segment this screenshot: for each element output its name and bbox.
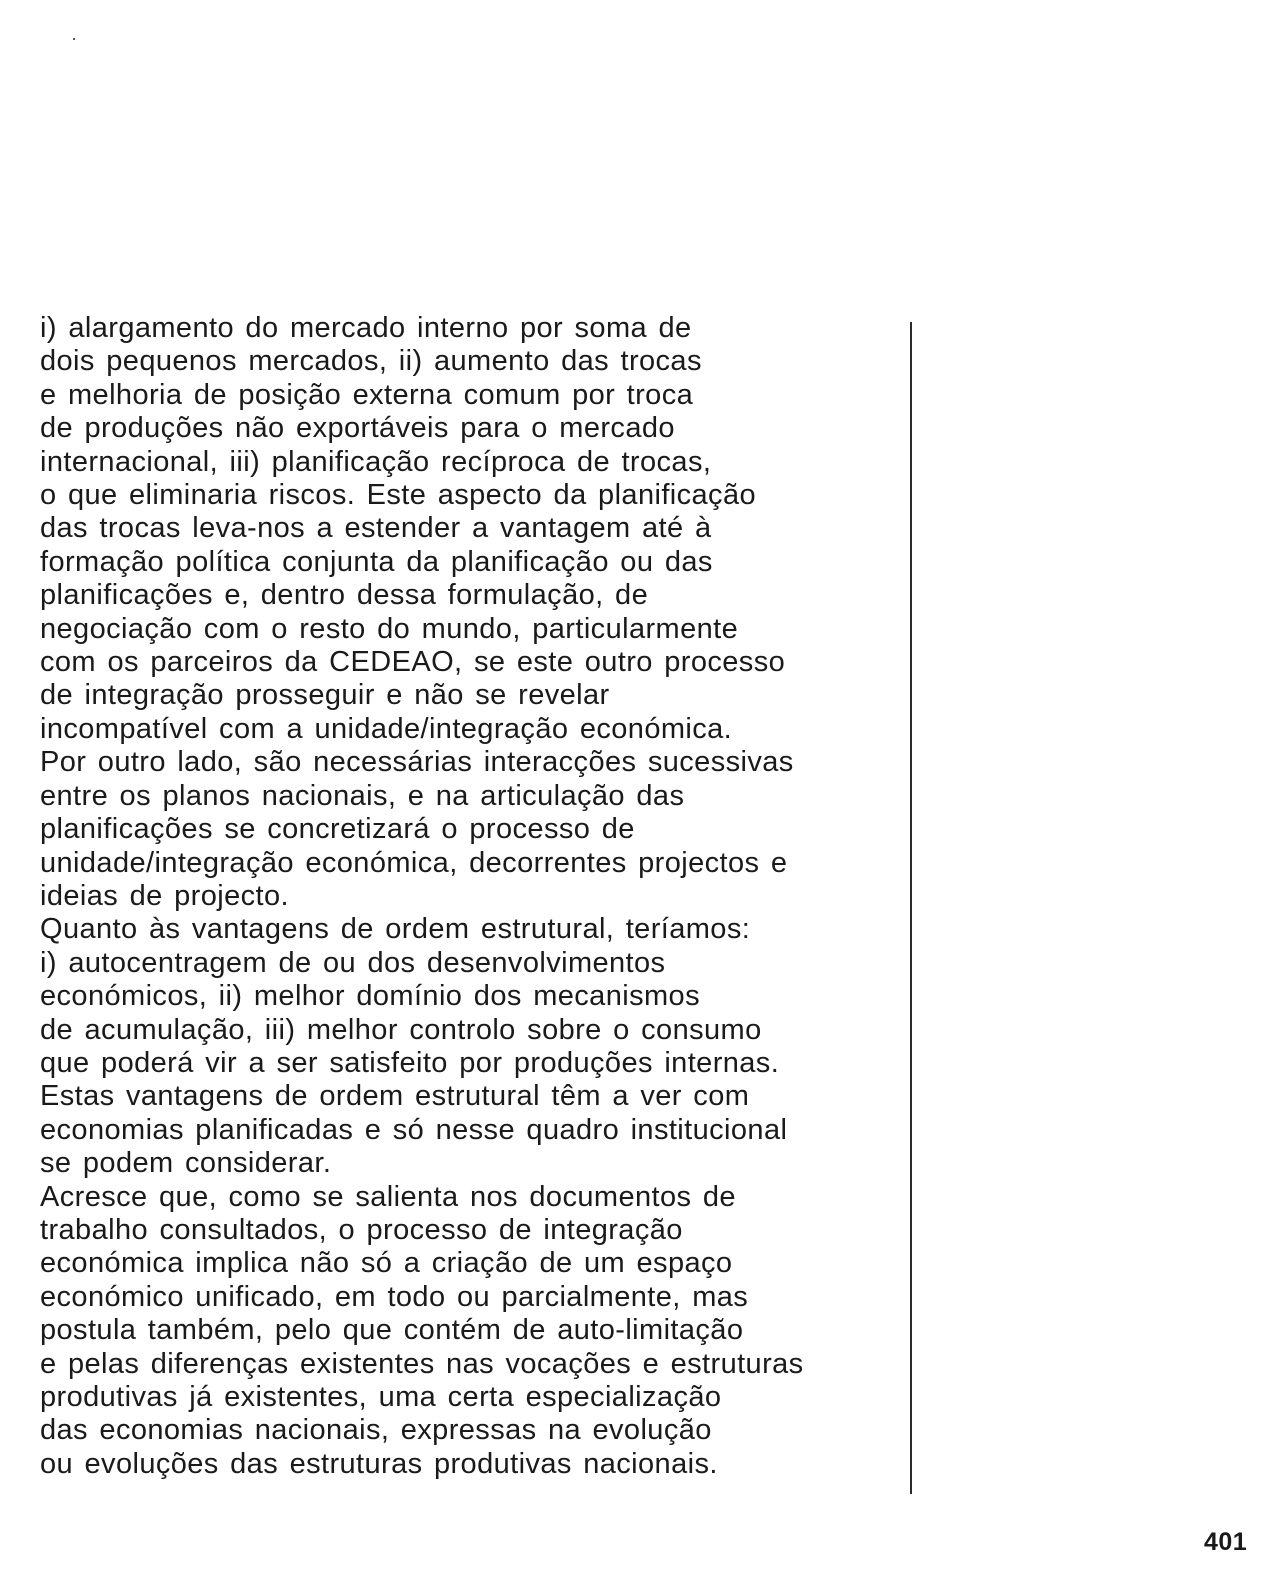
text-line: i) alargamento do mercado interno por soma de [40,312,692,344]
text-line: económico unificado, em todo ou parcialmente, mas [40,1280,749,1313]
text-line: das economias nacionais, expressas na evolução [40,1414,712,1447]
text-line: produtivas já existentes, uma certa especialização [40,1381,722,1413]
scan-speck [73,38,75,40]
text-line: que poderá vir a ser satisfeito por produções internas. [40,1046,780,1079]
text-line: ou evoluções das estruturas produtivas nacionais. [40,1447,718,1480]
text-line: Quanto às vantagens de ordem estrutural, teríamos: [40,913,751,946]
text-line: formação política conjunta da planificação ou das [40,545,713,578]
text-line: se podem considerar. [40,1147,332,1180]
text-line: i) autocentragem de ou dos desenvolvimentos [40,946,666,979]
text-line: dois pequenos mercados, ii) aumento das trocas [40,345,702,378]
text-line: Estas vantagens de ordem estrutural têm a ver com [40,1080,750,1113]
text-line: económica implica não só a criação de um espaço [40,1247,733,1280]
text-line: ideias de projecto. [40,879,289,912]
text-line: incompatível com a unidade/integração económica. [40,712,733,745]
text-line: de produções não exportáveis para o mercado [40,412,675,445]
text-line: e melhoria de posição externa comum por troca [40,378,694,411]
text-line: postula também, pelo que contém de auto-limitação [40,1314,744,1347]
text-line: unidade/integração económica, decorrentes projectos e [40,846,788,879]
text-line: Por outro lado, são necessárias interacções sucessivas [40,746,794,779]
text-line: de integração prosseguir e não se revelar [40,679,610,712]
text-line: com os parceiros da CEDEAO, se este outro processo [40,646,786,679]
text-line: e pelas diferenças existentes nas vocações e estruturas [40,1347,804,1380]
text-line: economias planificadas e só nesse quadro institucional [40,1113,788,1146]
text-line: negociação com o resto do mundo, particularmente [40,612,739,645]
margin-rule [910,322,912,1494]
text-line: planificações e, dentro dessa formulação, de [40,579,649,612]
text-line: entre os planos nacionais, e na articulação das [40,779,685,812]
text-line: trabalho consultados, o processo de integração [40,1213,683,1246]
text-line: o que eliminaria riscos. Este aspecto da planificação [40,479,757,512]
text-line: das trocas leva-nos a estender a vantagem até à [40,512,712,545]
text-line: Acresce que, como se salienta nos documentos de [40,1180,736,1213]
text-line: de acumulação, iii) melhor controlo sobre o consumo [40,1013,762,1046]
page-number: 401 [1204,1528,1248,1556]
text-line: planificações se concretizará o processo de [40,813,635,846]
text-line: internacional, iii) planificação recíproca de trocas, [40,445,712,478]
text-line: económicos, ii) melhor domínio dos mecanismos [40,980,700,1013]
body-text [40,312,900,1481]
